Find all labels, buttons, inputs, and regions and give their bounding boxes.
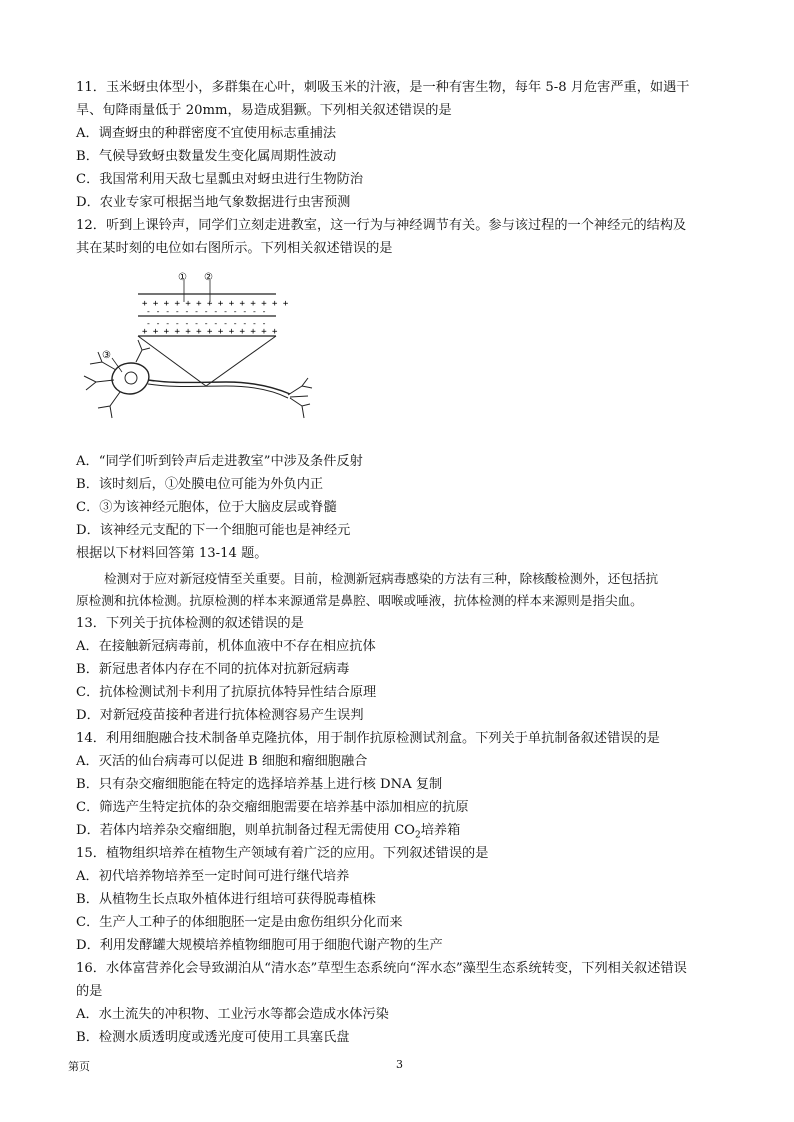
- q11-option-c: C．我国常利用天敌七星瓢虫对蚜虫进行生物防治: [76, 172, 364, 187]
- neuron-figure: [76, 268, 316, 448]
- q12-stem-line2: 其在某时刻的电位如右图所示。下列相关叙述错误的是: [76, 241, 393, 256]
- q13-option-d: D．对新冠疫苗接种者进行抗体检测容易产生误判: [76, 708, 364, 723]
- q14-stem: 14．利用细胞融合技术制备单克隆抗体，用于制作抗原检测试剂盒。下列关于单抗制备叙述错误的是: [76, 731, 660, 746]
- q14-option-d-subscript: 2: [414, 830, 421, 841]
- q15-option-b: B．从植物生长点取外植体进行组培可获得脱毒植株: [76, 892, 376, 907]
- q12-option-b: B．该时刻后，①处膜电位可能为外负内正: [76, 477, 324, 492]
- label-3: ③: [102, 350, 111, 361]
- q11-option-a: A．调查蚜虫的种群密度不宜使用标志重捕法: [76, 126, 337, 141]
- charge-row-inner1: - - - - - - - - - - - - -: [146, 307, 267, 316]
- q12-option-c: C．③为该神经元胞体，位于大脑皮层或脊髓: [76, 500, 337, 515]
- q15-option-d: D．利用发酵罐大规模培养植物细胞可用于细胞代谢产物的生产: [76, 938, 443, 953]
- q14-option-d-tail: 培养箱: [420, 823, 461, 838]
- q16-option-b: B．检测水质透明度或透光度可使用工具塞氏盘: [76, 1030, 350, 1045]
- q11-option-b: B．气候导致蚜虫数量发生变化属周期性波动: [76, 149, 337, 164]
- q12-stem-line1: 12．听到上课铃声，同学们立刻走进教室，这一行为与神经调节有关。参与该过程的一个神经元的结构及: [76, 218, 687, 233]
- q16-stem-line1: 16．水体富营养化会导致湖泊从“清水态”草型生态系统向“浑水态”藻型生态系统转变，下列相关叙述错误: [76, 961, 687, 976]
- q14-option-a: A．灭活的仙台病毒可以促进 B 细胞和瘤细胞融合: [76, 754, 368, 769]
- axon: [148, 380, 290, 394]
- q12-option-d: D．该神经元支配的下一个细胞可能也是神经元: [76, 523, 351, 538]
- q12-option-a: A．“同学们听到铃声后走进教室”中涉及条件反射: [76, 454, 363, 469]
- q15-option-a: A．初代培养物培养至一定时间可进行继代培养: [76, 869, 350, 884]
- q16-stem-line2: 的是: [76, 984, 103, 999]
- q14-option-d-text: D．若体内培养杂交瘤细胞，则单抗制备过程无需使用 CO: [76, 823, 415, 838]
- q14-option-b: B．只有杂交瘤细胞能在特定的选择培养基上进行核 DNA 复制: [76, 777, 443, 792]
- charge-row-top: + + + + + + + + + + + + + +: [142, 299, 289, 309]
- dendrites: [84, 340, 150, 418]
- q15-stem: 15．植物组织培养在植物生产领域有着广泛的应用。下列叙述错误的是: [76, 846, 489, 861]
- material-text-line2: 原检测和抗体检测。抗原检测的样本来源通常是鼻腔、咽喉或唾液，抗体检测的样本来源则是指尖血。: [76, 593, 643, 608]
- material-text-line1: 检测对于应对新冠疫情至关重要。目前，检测新冠病毒感染的方法有三种，除核酸检测外，还包括抗: [104, 571, 659, 586]
- q13-option-b: B．新冠患者体内存在不同的抗体对抗新冠病毒: [76, 662, 350, 677]
- footer-page-label: 第页: [68, 1060, 90, 1073]
- charge-row-bottom: + + + + + + + + + + + + +: [142, 327, 278, 337]
- label-1: ①: [178, 272, 187, 283]
- q11-stem-line1: 11．玉米蚜虫体型小，多群集在心叶，刺吸玉米的汁液，是一种有害生物，每年 5-8 月危害严重，如遇干: [76, 80, 690, 95]
- charge-row-inner2: - - - - - - - - - - - - -: [146, 319, 267, 328]
- zoom-line-right: [206, 336, 276, 386]
- cell-body: [112, 363, 149, 394]
- nucleus: [125, 372, 137, 384]
- q16-option-a: A．水土流失的冲积物、工业污水等都会造成水体污染: [76, 1007, 389, 1022]
- q11-stem-line2: 旱、旬降雨量低于 20mm，易造成猖獗。下列相关叙述错误的是: [76, 103, 452, 118]
- q11-option-d: D．农业专家可根据当地气象数据进行虫害预测: [76, 195, 351, 210]
- q13-option-c: C．抗体检测试剂卡利用了抗原抗体特异性结合原理: [76, 685, 377, 700]
- axon-terminals: [288, 378, 312, 418]
- label-2: ②: [204, 272, 213, 283]
- q13-option-a: A．在接触新冠病毒前，机体血液中不存在相应抗体: [76, 639, 376, 654]
- q15-option-c: C．生产人工种子的体细胞胚一定是由愈伤组织分化而来: [76, 915, 403, 930]
- footer-page-number: 3: [396, 1058, 403, 1071]
- q14-option-d: [76, 821, 726, 846]
- material-intro: 根据以下材料回答第 13-14 题。: [76, 546, 268, 561]
- q14-option-c: C．筛选产生特定抗体的杂交瘤细胞需要在培养基中添加相应的抗原: [76, 800, 469, 815]
- q13-stem: 13．下列关于抗体检测的叙述错误的是: [76, 616, 304, 631]
